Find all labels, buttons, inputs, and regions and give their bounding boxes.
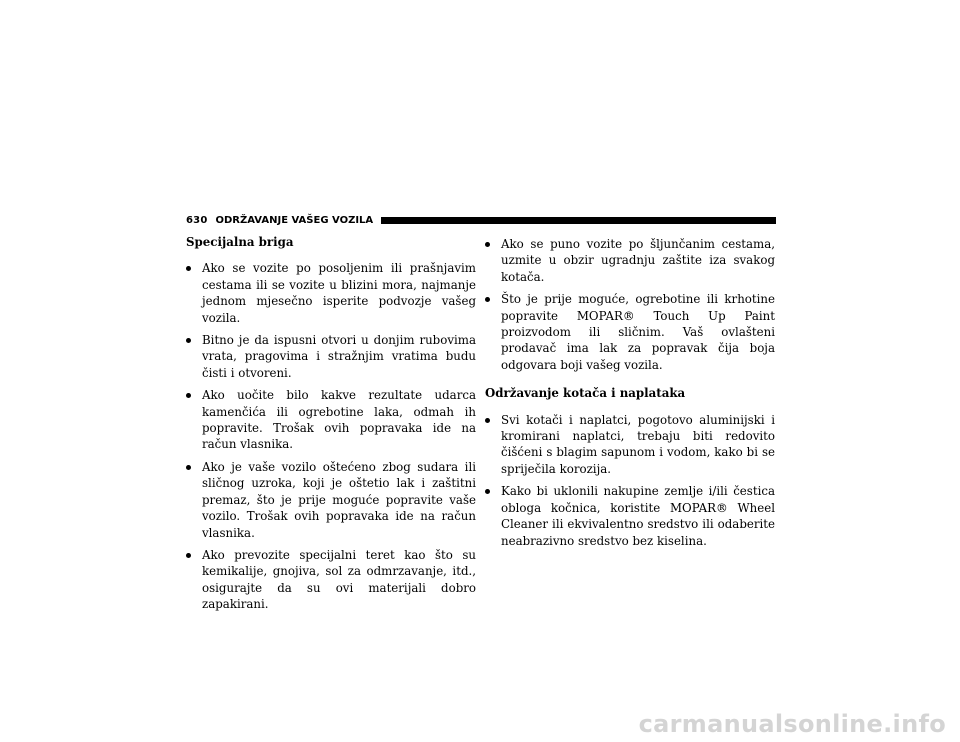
page-number: 630	[186, 214, 208, 226]
heading-special-care: Specijalna briga	[186, 235, 294, 249]
list-item-text: Ako uočite bilo kakve rezultate udarca kamenčića ili ogrebotine laka, odmah ih popravite. Trošak ovih popravaka ide na račun vlasnika.	[202, 388, 476, 452]
header-rule	[381, 217, 776, 224]
list-item	[485, 483, 775, 549]
list-item-text: Ako prevozite specijalni teret kao što su kemikalije, gnojiva, sol za odmrzavanje, itd., osigurajte da su ovi materijali dobro zapakirani.	[202, 547, 476, 612]
special-care-list-continued	[485, 236, 775, 373]
left-column	[186, 234, 476, 619]
wheel-care-list	[485, 412, 775, 549]
list-item-text: Što je prije moguće, ogrebotine ili krhotine popravite MOPAR® Touch Up Paint proizvodom ili sličnim. Vaš ovlašteni prodavač ima lak za popravak čija boja odgovara boji vašeg vozila.	[501, 292, 775, 372]
bullet-icon	[186, 266, 191, 271]
bullet-icon	[485, 489, 490, 494]
list-item	[186, 459, 476, 541]
list-item-text: Svi kotači i naplatci, pogotovo aluminijski i kromirani naplatci, trebaju biti redovito čišćeni s blagim sapunom i vodom, kako bi se spriječila korozija.	[501, 412, 775, 476]
bullet-icon	[485, 297, 490, 302]
bullet-icon	[186, 553, 191, 558]
bullet-icon	[485, 418, 490, 423]
list-item	[186, 332, 476, 381]
list-item-text: Ako se puno vozite po šljunčanim cestama, uzmite u obzir ugradnju zaštite iza svakog kotača.	[501, 237, 775, 284]
bullet-icon	[485, 242, 490, 247]
special-care-list	[186, 260, 476, 612]
list-item	[485, 412, 775, 478]
list-item	[186, 387, 476, 453]
list-item-text: Ako se vozite po posoljenim ili prašnjavim cestama ili se vozite u blizini mora, najmanje jednom mjesečno isperite podvozje vašeg vozila.	[202, 261, 476, 325]
section-title: ODRŽAVANJE VAŠEG VOZILA	[215, 214, 374, 226]
list-item	[186, 260, 476, 326]
list-item	[485, 291, 775, 373]
list-item-text: Bitno je da ispusni otvori u donjim rubovima vrata, pragovima i stražnjim vratima budu čisti i otvoreni.	[202, 333, 476, 380]
heading-wheel-care: Održavanje kotača i naplataka	[485, 386, 686, 401]
right-column	[485, 236, 775, 555]
watermark: carmanualsonline.info	[638, 710, 946, 738]
bullet-icon	[186, 338, 191, 343]
page-header	[186, 213, 776, 227]
list-item	[485, 236, 775, 285]
bullet-icon	[186, 465, 191, 470]
list-item-text: Kako bi uklonili nakupine zemlje i/ili čestica obloga kočnica, koristite MOPAR® Wheel Cleaner ili ekvivalentno sredstvo ili odaberite neabrazivno sredstvo bez kiselina.	[501, 484, 775, 548]
list-item-text: Ako je vaše vozilo oštećeno zbog sudara ili sličnog uzroka, koji je oštetio lak i zaštitni premaz, što je prije moguće popravite vaše vozilo. Trošak ovih popravaka ide na račun vlasnika.	[202, 459, 476, 540]
bullet-icon	[186, 393, 191, 398]
list-item	[186, 547, 476, 613]
